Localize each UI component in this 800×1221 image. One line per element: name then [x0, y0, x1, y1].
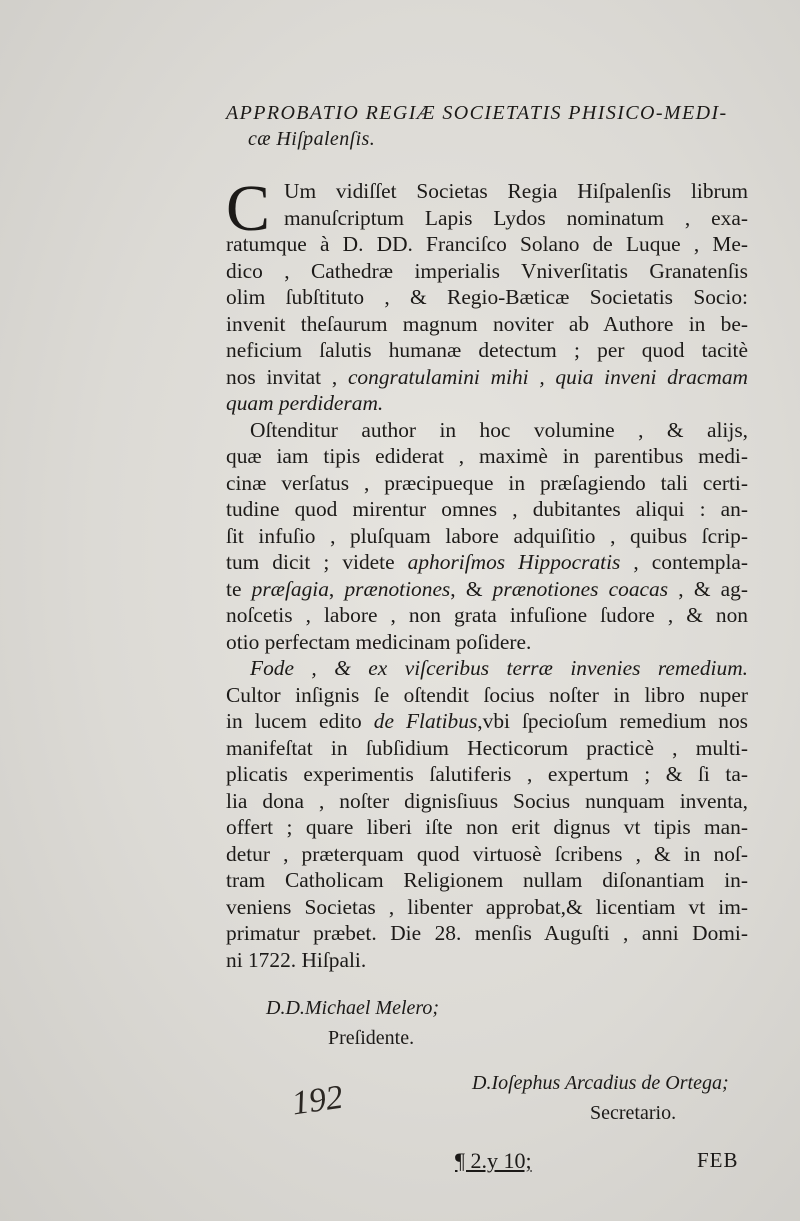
text-run: , & ag- — [678, 576, 748, 601]
text-run: tum dicit ; videte — [226, 550, 395, 574]
text-line: cinæ verſatus , præcipueque in præſagiendo tali certi- — [226, 470, 748, 495]
president-name: D.D.Michael Melero; — [266, 997, 440, 1019]
text-line — [226, 364, 748, 391]
text-line: quæ iam tipis ediderat , maximè in parentibus medi- — [226, 444, 748, 468]
text-run: te — [226, 576, 242, 601]
quotation: congratulamini mihi , quia inveni dracmam — [347, 364, 748, 389]
text-run: , contempla- — [633, 550, 749, 574]
text-line: tram Catholicam Religionem nullam diſonantiam in- — [226, 868, 748, 892]
secretary-signature — [472, 1068, 729, 1128]
text-line — [226, 390, 748, 417]
text-line: lia dona , noſter dignisſiuus Socius nunquam inventa, — [226, 788, 748, 813]
quotation: Fode , & ex viſceribus terræ invenies remedium. — [250, 656, 748, 680]
text-line: ratumque à D. DD. Franciſco Solano de Luque , Me- — [226, 232, 748, 256]
cited-title: de Flatibus — [373, 709, 478, 733]
drop-capital: C — [226, 172, 271, 245]
president-signature — [266, 993, 439, 1053]
cited-title: prænotiones coacas — [492, 576, 669, 601]
text-line — [226, 655, 748, 682]
text-line: Oſtenditur author in hoc volumine , & alijs, — [250, 417, 748, 442]
secretary-role: Secretario. — [590, 1102, 677, 1124]
cited-title: præſagia — [251, 576, 329, 601]
text-line — [226, 549, 748, 576]
catchword: FEB — [697, 1148, 739, 1172]
text-line: veniens Societas , libenter approbat,& licentiam vt im- — [226, 894, 748, 919]
text-line: tudine quod mirentur omnes , dubitantes aliqui : an- — [226, 497, 748, 521]
text-line: manuſcriptum Lapis Lydos nominatum , exa- — [284, 205, 748, 230]
text-line: Cultor inſignis ſe oſtendit ſocius noſter in libro nuper — [226, 682, 748, 707]
text-line: ni 1722. Hiſpali. — [226, 947, 367, 972]
text-run: , — [328, 576, 345, 601]
handwritten-number: 192 — [289, 1078, 346, 1123]
text-run: , & — [450, 576, 493, 601]
text-line — [226, 708, 748, 735]
approbation-heading — [226, 100, 746, 152]
text-line: primatur præbet. Die 28. menſis Auguſti , anni Domi- — [226, 921, 748, 945]
text-line: olim ſubſtituto , & Regio-Bæticæ Societatis Socio: — [226, 285, 748, 309]
text-line — [226, 576, 748, 603]
text-line: dico , Cathedræ imperialis Vniverſitatis Granatenſis — [226, 258, 748, 283]
heading-line-2: cæ Hiſpalenſis. — [248, 128, 376, 150]
text-line: noſcetis , labore , non grata infuſione ſudore , & non — [226, 603, 748, 627]
signature-mark: ¶ 2.y 10; — [455, 1148, 532, 1173]
text-line: otio perfectam medicinam poſidere. — [226, 629, 532, 654]
text-line: invenit theſaurum magnum noviter ab Authore in be- — [226, 311, 748, 336]
president-role: Preſidente. — [328, 1027, 415, 1049]
cited-title: aphoriſmos Hippocratis — [407, 550, 621, 574]
text-run: ,vbi ſpecioſum remedium nos — [477, 709, 749, 733]
text-run: nos invitat , — [226, 364, 338, 389]
approbation-text — [226, 172, 749, 973]
text-line: offert ; quare liberi iſte non erit dignus vt tipis man- — [226, 815, 748, 839]
secretary-name: D.Ioſephus Arcadius de Ortega; — [472, 1072, 729, 1094]
text-run: in lucem edito — [226, 709, 362, 733]
quotation: quam perdideram. — [226, 391, 384, 415]
text-line: Um vidiſſet Societas Regia Hiſpalenſis librum — [284, 179, 748, 203]
cited-title: prænotiones — [344, 576, 451, 601]
text-line: ſit infuſio , pluſquam labore adquiſitio , quibus ſcrip- — [226, 523, 748, 548]
heading-line-1: APPROBATIO REGIÆ SOCIETATIS PHISICO-MEDI- — [226, 102, 728, 124]
text-line: detur , præterquam quod virtuosè ſcribens , & in noſ- — [226, 841, 748, 866]
text-line: plicatis experimentis ſalutiferis , expertum ; & ſi ta- — [226, 762, 748, 786]
text-line: neficium ſalutis humanæ detectum ; per quod tacitè — [226, 338, 748, 362]
text-line: manifeſtat in ſubſidium Hecticorum practicè , multi- — [226, 735, 748, 760]
